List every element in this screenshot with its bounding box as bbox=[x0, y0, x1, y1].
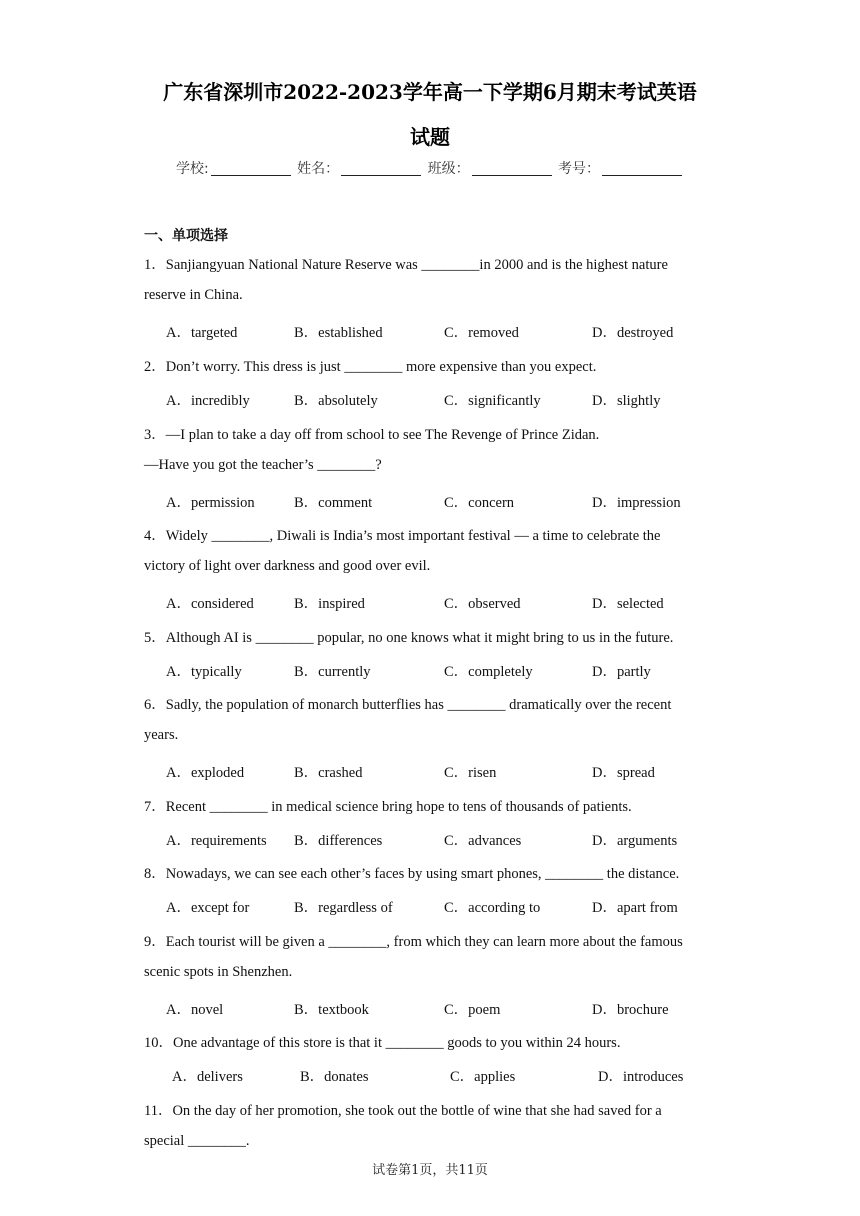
option-c: C．risen bbox=[444, 765, 497, 781]
option-a: A．except for bbox=[166, 900, 250, 916]
exam-title-line2: 试题 bbox=[410, 125, 450, 149]
option-d: D．destroyed bbox=[592, 325, 674, 341]
question-11-text-line: special ________. bbox=[144, 1133, 250, 1149]
question-11-text-line: 11．On the day of her promotion, she took out the bottle of wine that she had saved for a bbox=[144, 1103, 662, 1119]
option-b: B．textbook bbox=[294, 1002, 369, 1018]
class-blank bbox=[472, 161, 552, 176]
question-1-text-line: reserve in China. bbox=[144, 287, 243, 303]
option-d: D．partly bbox=[592, 664, 651, 680]
student-info-line bbox=[0, 158, 860, 178]
question-6-text-line: years. bbox=[144, 727, 179, 743]
option-b: B．established bbox=[294, 325, 383, 341]
option-d: D．arguments bbox=[592, 833, 678, 849]
option-b: B．comment bbox=[294, 495, 373, 511]
option-c: C．according to bbox=[444, 900, 541, 916]
option-b: B．inspired bbox=[294, 596, 365, 612]
question-9-options bbox=[166, 998, 726, 1018]
name-blank bbox=[341, 161, 421, 176]
option-d: D．impression bbox=[592, 495, 681, 511]
question-3-options bbox=[166, 491, 726, 511]
school-blank bbox=[211, 161, 291, 176]
option-d: D．brochure bbox=[592, 1002, 669, 1018]
question-10-text-line: 10．One advantage of this store is that it ________ goods to you within 24 hours. bbox=[144, 1035, 621, 1051]
option-d: D．selected bbox=[592, 596, 664, 612]
option-b: B．differences bbox=[294, 833, 383, 849]
option-c: C．concern bbox=[444, 495, 515, 511]
option-c: C．completely bbox=[444, 664, 533, 680]
question-8-text-line: 8．Nowadays, we can see each other’s faces by using smart phones, ________ the distance. bbox=[144, 866, 680, 882]
option-a: A．targeted bbox=[166, 325, 238, 341]
question-3-text-line: —Have you got the teacher’s ________? bbox=[144, 457, 382, 473]
exam-number-blank bbox=[602, 161, 682, 176]
question-2-text-line: 2．Don’t worry. This dress is just ________ more expensive than you expect. bbox=[144, 359, 597, 375]
section-title: 一、单项选择 bbox=[144, 228, 228, 244]
option-d: D．introduces bbox=[598, 1069, 684, 1085]
question-7-options bbox=[166, 829, 726, 849]
option-b: B．donates bbox=[300, 1069, 369, 1085]
page-footer: 试卷第1页，共11页 bbox=[372, 1163, 488, 1178]
option-c: C．observed bbox=[444, 596, 521, 612]
question-5-text-line: 5．Although AI is ________ popular, no one knows what it might bring to us in the future. bbox=[144, 630, 674, 646]
option-b: B．currently bbox=[294, 664, 371, 680]
question-8-options bbox=[166, 896, 726, 916]
option-c: C．removed bbox=[444, 325, 519, 341]
question-9-text-line: scenic spots in Shenzhen. bbox=[144, 964, 293, 980]
option-d: D．spread bbox=[592, 765, 655, 781]
option-b: B．absolutely bbox=[294, 393, 378, 409]
option-d: D．slightly bbox=[592, 393, 661, 409]
question-1-options bbox=[166, 321, 726, 341]
exam-number-label: 考号： bbox=[558, 161, 601, 177]
exam-title-line1: 广东省深圳市2022-2023学年高一下学期6月期末考试英语 bbox=[163, 80, 697, 104]
question-2-options bbox=[166, 389, 726, 409]
option-a: A．novel bbox=[166, 1002, 224, 1018]
option-a: A．requirements bbox=[166, 833, 267, 849]
question-4-text-line: 4．Widely ________, Diwali is India’s most important festival — a time to celebrate the bbox=[144, 528, 661, 544]
question-3-text-line: 3．—I plan to take a day off from school to see The Revenge of Prince Zidan. bbox=[144, 427, 600, 443]
question-4-options bbox=[166, 592, 726, 612]
class-label: 班级： bbox=[427, 161, 470, 177]
option-c: C．advances bbox=[444, 833, 522, 849]
option-b: B．regardless of bbox=[294, 900, 393, 916]
question-9-text-line: 9．Each tourist will be given a ________, from which they can learn more about the famous bbox=[144, 934, 683, 950]
name-label: 姓名： bbox=[297, 161, 340, 177]
option-d: D．apart from bbox=[592, 900, 678, 916]
question-6-options bbox=[166, 761, 726, 781]
question-5-options bbox=[166, 660, 726, 680]
option-c: C．poem bbox=[444, 1002, 501, 1018]
option-b: B．crashed bbox=[294, 765, 363, 781]
question-6-text-line: 6．Sadly, the population of monarch butterflies has ________ dramatically over the recent bbox=[144, 697, 672, 713]
school-label: 学校: bbox=[175, 161, 209, 177]
option-a: A．considered bbox=[166, 596, 254, 612]
option-a: A．incredibly bbox=[166, 393, 250, 409]
option-c: C．applies bbox=[450, 1069, 516, 1085]
option-a: A．delivers bbox=[172, 1069, 243, 1085]
question-10-options bbox=[172, 1065, 732, 1085]
question-4-text-line: victory of light over darkness and good over evil. bbox=[144, 558, 431, 574]
option-a: A．permission bbox=[166, 495, 255, 511]
question-7-text-line: 7．Recent ________ in medical science bring hope to tens of thousands of patients. bbox=[144, 799, 632, 815]
option-c: C．significantly bbox=[444, 393, 541, 409]
question-1-text-line: 1．Sanjiangyuan National Nature Reserve was ________in 2000 and is the highest nature bbox=[144, 257, 668, 273]
option-a: A．typically bbox=[166, 664, 242, 680]
option-a: A．exploded bbox=[166, 765, 245, 781]
